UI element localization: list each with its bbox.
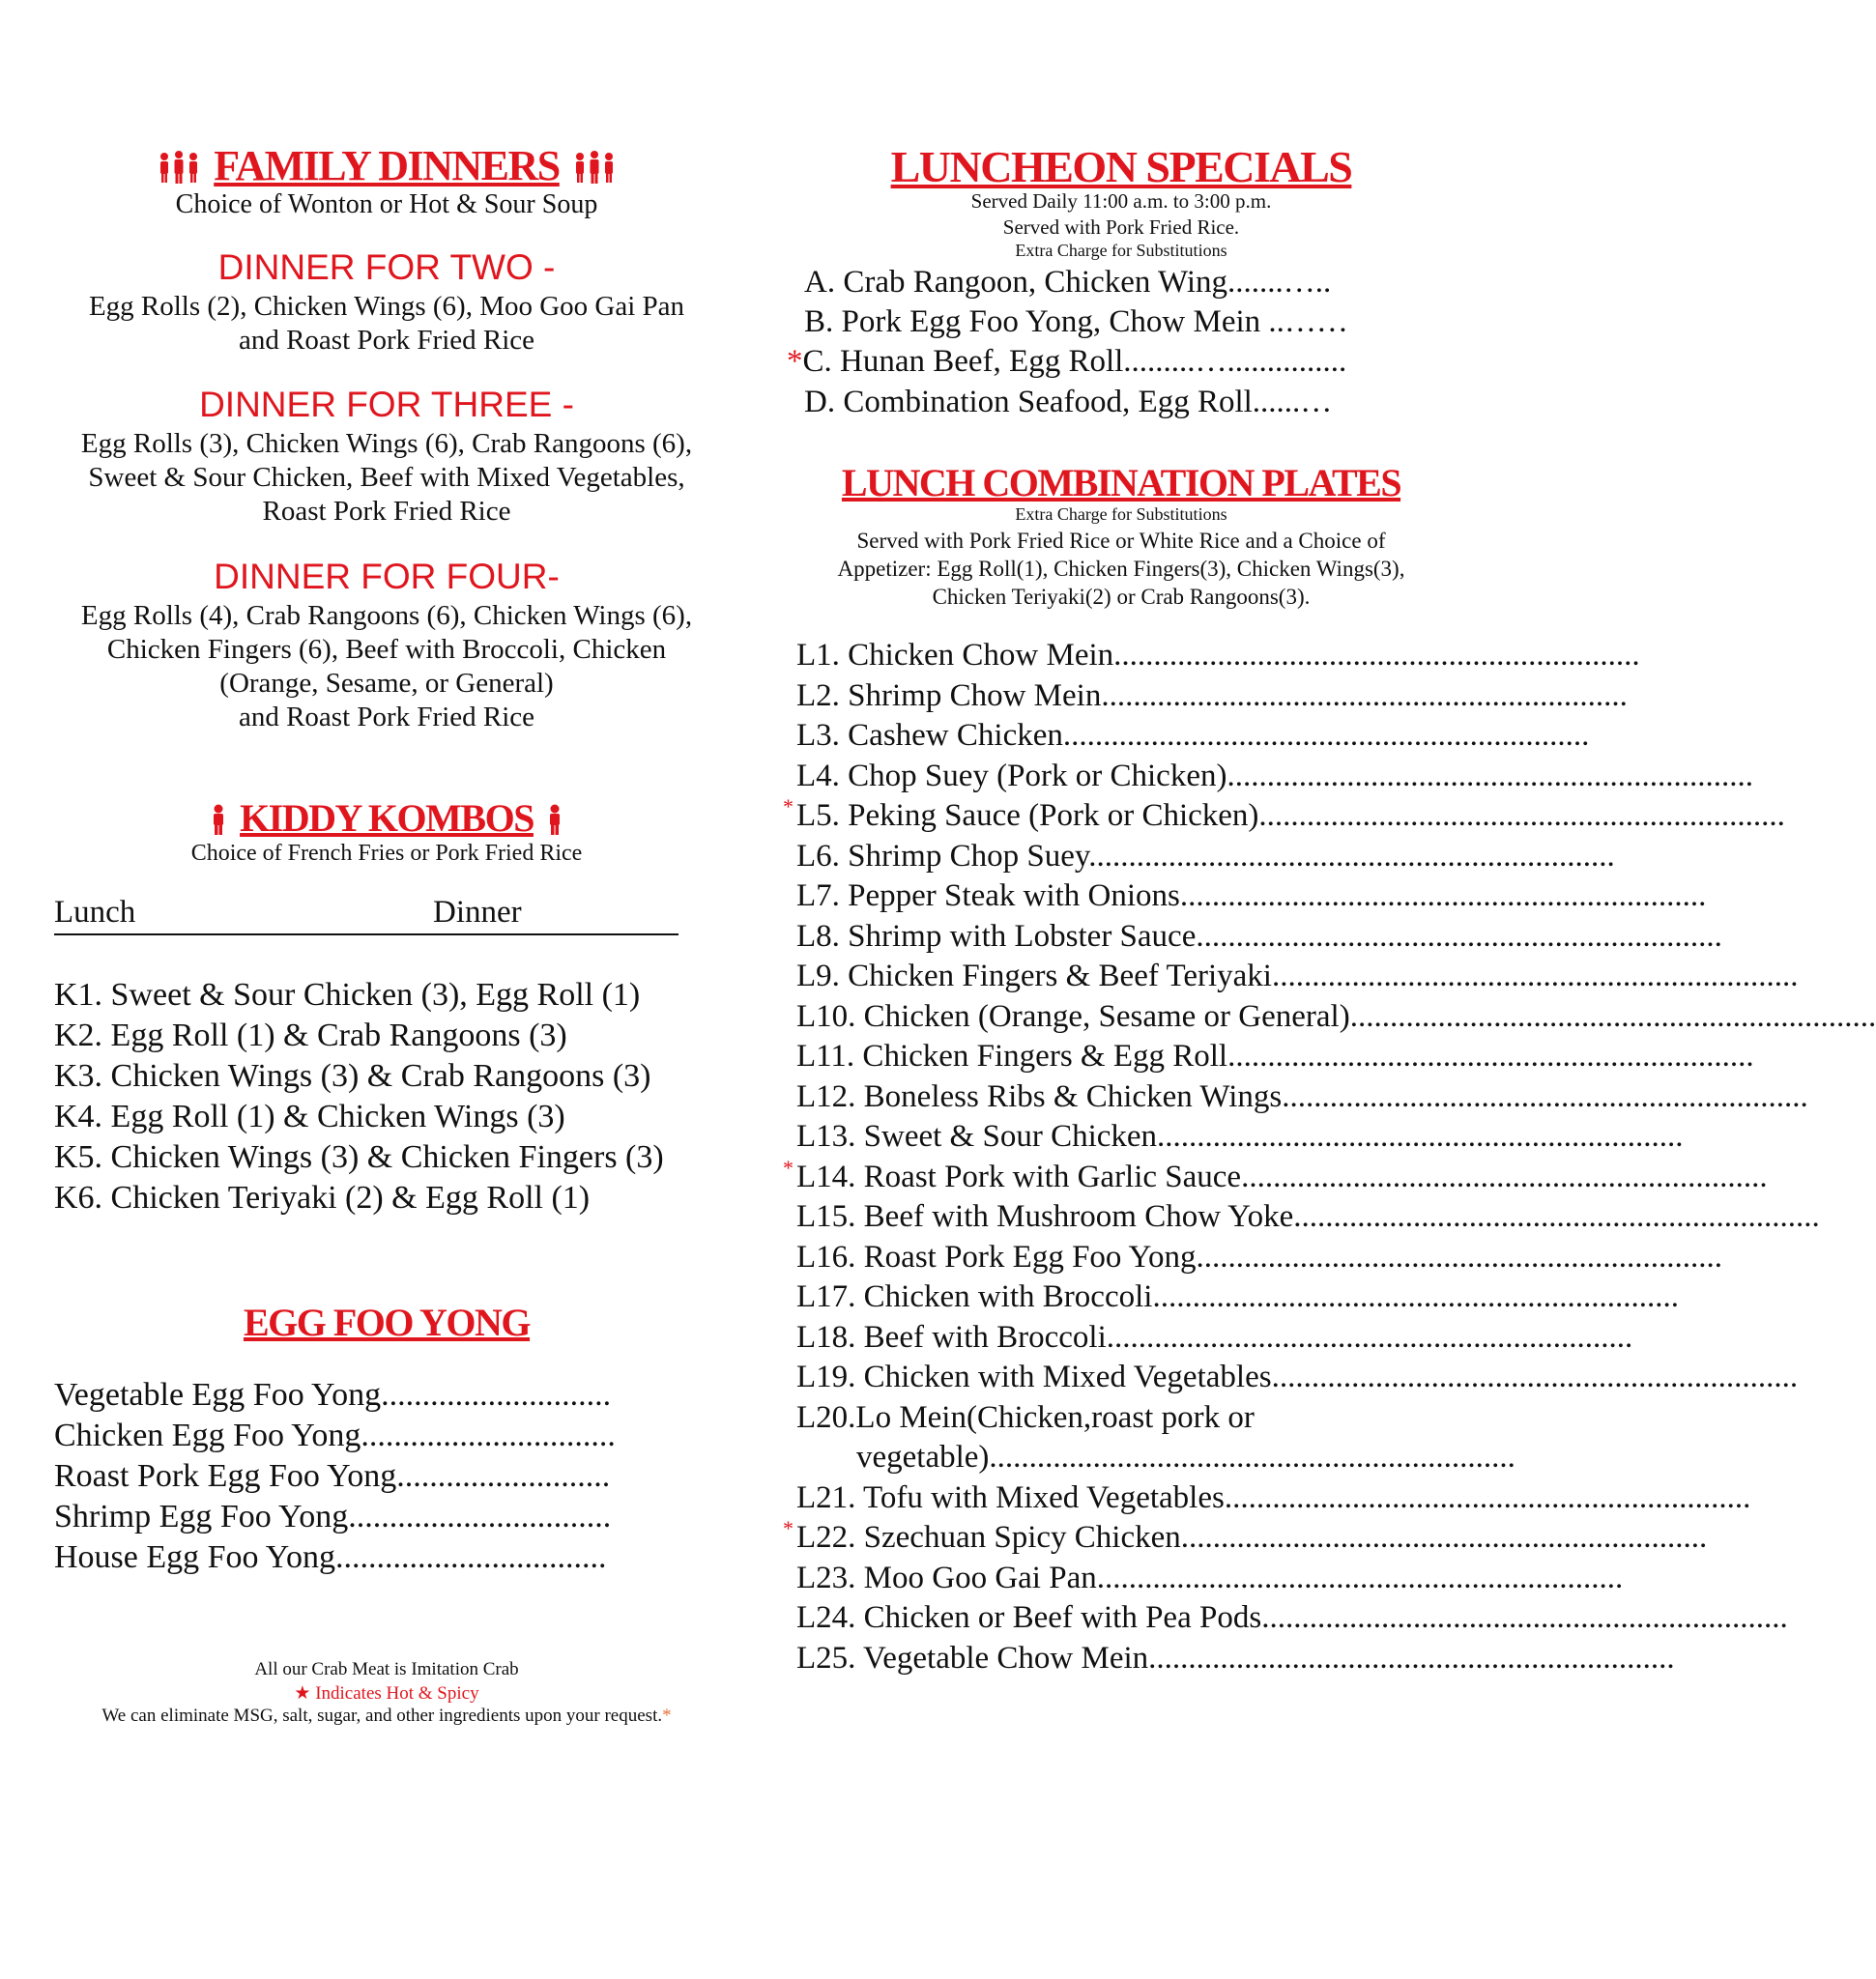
lunch-item <box>796 1479 1751 1516</box>
lunch-item-text: L20.Lo Mein(Chicken,roast pork or <box>796 1399 1255 1435</box>
kiddy-kombos-subtitle: Choice of French Fries or Pork Fried Rice <box>190 841 583 866</box>
luncheon-specials-title: LUNCHEON SPECIALS <box>890 142 1352 191</box>
lunch-item <box>796 677 1628 714</box>
lunch-item <box>796 959 1799 994</box>
lunch-item <box>796 1199 1820 1235</box>
leader-dots: .................................................................. <box>1258 798 1785 833</box>
hot-star-icon: * <box>783 1516 794 1540</box>
lunch-item-text: L23. Moo Goo Gai Pan <box>796 1560 1097 1595</box>
lunch-item-text: L7. Pepper Steak with Onions <box>796 878 1180 913</box>
family-icon <box>573 145 616 194</box>
lunch-item-text: L17. Chicken with Broccoli <box>796 1279 1153 1314</box>
lunch-item <box>796 1360 1799 1395</box>
hot-marker: * <box>787 344 803 379</box>
dinner-for-four-line: Chicken Fingers (6), Beef with Broccoli, Chicken <box>106 634 667 665</box>
lunch-item <box>796 1400 1372 1436</box>
lunch-item <box>856 1440 1515 1476</box>
lunch-item-text: L25. Vegetable Chow Mein <box>796 1640 1149 1676</box>
dinner-for-three-line: Sweet & Sour Chicken, Beef with Mixed Vegetables, <box>88 462 685 493</box>
leader-dots: .................................................................. <box>1227 1039 1754 1074</box>
leader-dots: .................................................................. <box>1282 1078 1808 1114</box>
lunch-item <box>796 1640 1675 1677</box>
luncheon-item <box>804 385 1332 420</box>
item-name: Vegetable Egg Foo Yong <box>54 1377 382 1413</box>
item-text: C. Hunan Beef, Egg Roll.........…............... <box>802 344 1347 379</box>
leader-dots: .................................................................. <box>1062 718 1590 753</box>
lunch-item <box>796 758 1753 794</box>
hot-star-icon: * <box>783 794 794 818</box>
kiddy-item: K2. Egg Roll (1) & Crab Rangoons (3) <box>54 1018 567 1053</box>
footer-msg-text: We can eliminate MSG, salt, sugar, and other ingredients upon your request. <box>101 1706 663 1726</box>
dinner-for-three-line: Egg Rolls (3), Chicken Wings (6), Crab Rangoons (6), <box>80 428 693 459</box>
egg-foo-yong-item <box>54 1499 611 1535</box>
lunch-item <box>796 1319 1633 1356</box>
luncheon-note: Served Daily 11:00 a.m. to 3:00 p.m. <box>970 189 1272 213</box>
lunch-item <box>796 878 1707 914</box>
lunch-item <box>796 1239 1722 1276</box>
luncheon-item <box>804 265 1331 301</box>
lunch-item-text: L22. Szechuan Spicy Chicken <box>796 1520 1181 1555</box>
dinner-for-four-line: (Orange, Sesame, or General) <box>219 668 554 699</box>
lunch-item <box>796 1159 1768 1195</box>
leader-dots: .................................................................. <box>1349 998 1876 1034</box>
dinner-for-two-title: DINNER FOR TWO - <box>217 247 556 287</box>
lunch-combo-note: Extra Charge for Substitutions <box>1015 504 1227 524</box>
star-icon: ★ <box>294 1683 311 1704</box>
lunch-item-text: L12. Boneless Ribs & Chicken Wings <box>796 1078 1283 1114</box>
luncheon-note: Served with Pork Fried Rice. <box>1002 215 1240 239</box>
lunch-item <box>796 1078 1808 1115</box>
lunch-item <box>796 1560 1624 1596</box>
family-dinners-title: FAMILY DINNERS <box>214 142 560 189</box>
lunch-column-label: Lunch <box>54 895 136 930</box>
lunch-item-text: L13. Sweet & Sour Chicken <box>796 1119 1158 1154</box>
item-dots: ................................ <box>348 1499 612 1534</box>
dinner-for-four-title: DINNER FOR FOUR- <box>214 557 560 596</box>
leader-dots: .................................................................. <box>1271 959 1799 993</box>
item-dots: ............................... <box>361 1418 616 1453</box>
leader-dots: .................................................................. <box>989 1440 1515 1475</box>
kiddy-item: K5. Chicken Wings (3) & Chicken Fingers (3) <box>54 1139 664 1175</box>
egg-foo-yong-item <box>54 1539 606 1576</box>
leader-dots: .................................................................. <box>1106 1319 1633 1355</box>
family-dinners-heading <box>39 141 735 194</box>
kiddy-item: K1. Sweet & Sour Chicken (3), Egg Roll (1) <box>54 977 641 1013</box>
lunch-item <box>796 1520 1708 1556</box>
luncheon-item <box>787 344 1346 380</box>
lunch-item-text: L6. Shrimp Chop Suey <box>796 838 1089 874</box>
item-dots: .......................... <box>396 1458 611 1494</box>
footer-hot-spicy <box>39 1682 735 1705</box>
lunch-combo-note: Chicken Teriyaki(2) or Crab Rangoons(3). <box>932 585 1311 609</box>
lunch-item-text: vegetable) <box>856 1440 990 1475</box>
lunch-item-text: L19. Chicken with Mixed Vegetables <box>796 1360 1272 1394</box>
leader-dots: .................................................................. <box>1157 1119 1684 1154</box>
leader-dots: .................................................................. <box>1113 638 1640 673</box>
family-dinners-subtitle: Choice of Wonton or Hot & Sour Soup <box>175 189 598 219</box>
leader-dots: .................................................................. <box>1180 1520 1708 1555</box>
lunch-combination-title: LUNCH COMBINATION PLATES <box>841 461 1401 504</box>
leader-dots: .................................................................. <box>1088 838 1615 874</box>
egg-foo-yong-item <box>54 1458 610 1495</box>
leader-dots: .................................................................. <box>1271 1360 1799 1394</box>
footer-hot-spicy-text: Indicates Hot & Spicy <box>315 1683 479 1704</box>
leader-dots: .................................................................. <box>1148 1640 1675 1676</box>
child-icon <box>211 799 226 845</box>
lunch-item <box>796 1039 1754 1075</box>
item-name: House Egg Foo Yong <box>54 1539 335 1575</box>
dinner-for-three-title: DINNER FOR THREE - <box>199 385 574 424</box>
hot-star-icon: * <box>783 1155 794 1180</box>
egg-foo-yong-title: EGG FOO YONG <box>243 1301 531 1344</box>
lunch-item <box>796 838 1615 875</box>
kiddy-column-header <box>54 895 678 935</box>
lunch-item-text: L24. Chicken or Beef with Pea Pods <box>796 1600 1262 1635</box>
leader-dots: .................................................................. <box>1196 918 1722 954</box>
item-text: B. Pork Egg Foo Yong, Chow Mein ..…… <box>804 304 1348 339</box>
item-name: Shrimp Egg Foo Yong <box>54 1499 349 1534</box>
lunch-item <box>796 918 1722 955</box>
lunch-item-text: L15. Beef with Mushroom Chow Yoke <box>796 1199 1294 1234</box>
leader-dots: .................................................................. <box>1293 1199 1820 1234</box>
dinner-for-four-line: and Roast Pork Fried Rice <box>238 702 535 732</box>
child-icon <box>547 799 563 845</box>
lunch-combo-note: Served with Pork Fried Rice or White Rice and a Choice of <box>856 529 1386 553</box>
leader-dots: .................................................................. <box>1227 758 1753 793</box>
lunch-item-text: L21. Tofu with Mixed Vegetables <box>796 1479 1225 1515</box>
lunch-item-text: L2. Shrimp Chow Mein <box>796 677 1102 713</box>
lunch-item <box>796 798 1785 834</box>
leader-dots: .................................................................. <box>1196 1239 1722 1275</box>
lunch-item-text: L1. Chicken Chow Mein <box>796 638 1114 673</box>
leader-dots: .................................................................. <box>1101 677 1628 713</box>
dinner-for-two-line: and Roast Pork Fried Rice <box>238 325 535 356</box>
lunch-item <box>796 1600 1788 1636</box>
lunch-item-text: L10. Chicken (Orange, Sesame or General) <box>796 998 1350 1034</box>
dinner-for-three-line: Roast Pork Fried Rice <box>262 496 511 527</box>
family-icon <box>158 145 200 194</box>
lunch-combo-note: Appetizer: Egg Roll(1), Chicken Fingers(3), Chicken Wings(3), <box>837 557 1405 581</box>
footer-msg-note <box>39 1706 735 1727</box>
item-name: Roast Pork Egg Foo Yong <box>54 1458 397 1494</box>
kiddy-item: K4. Egg Roll (1) & Chicken Wings (3) <box>54 1099 565 1134</box>
leader-dots: .................................................................. <box>1241 1159 1768 1194</box>
leader-dots: .................................................................. <box>1152 1279 1679 1314</box>
egg-foo-yong-item <box>54 1377 611 1414</box>
lunch-item-text: L14. Roast Pork with Garlic Sauce <box>796 1159 1242 1194</box>
kiddy-item: K6. Chicken Teriyaki (2) & Egg Roll (1) <box>54 1180 591 1216</box>
lunch-item-text: L5. Peking Sauce (Pork or Chicken) <box>796 798 1259 833</box>
lunch-item <box>796 718 1590 754</box>
kiddy-kombos-title: KIDDY KOMBOS <box>240 796 534 840</box>
leader-dots: .................................................................. <box>1179 878 1707 913</box>
kiddy-kombos-heading <box>39 795 735 845</box>
lunch-item-text: L16. Roast Pork Egg Foo Yong <box>796 1239 1197 1275</box>
dinner-for-two-line: Egg Rolls (2), Chicken Wings (6), Moo Goo Gai Pan <box>88 291 685 322</box>
kiddy-item: K3. Chicken Wings (3) & Crab Rangoons (3) <box>54 1058 651 1094</box>
item-text: A. Crab Rangoon, Chicken Wing.......….. <box>804 265 1332 300</box>
luncheon-note: Extra Charge for Substitutions <box>1015 241 1227 260</box>
lunch-item <box>796 1279 1679 1315</box>
lunch-item-text: L11. Chicken Fingers & Egg Roll <box>796 1039 1228 1074</box>
lunch-item-text: L8. Shrimp with Lobster Sauce <box>796 918 1197 954</box>
leader-dots: .................................................................. <box>1224 1479 1751 1515</box>
item-dots: ................................. <box>334 1539 607 1575</box>
item-text: D. Combination Seafood, Egg Roll......… <box>804 385 1333 419</box>
lunch-item <box>796 1119 1684 1155</box>
luncheon-item <box>804 304 1348 340</box>
footer-imitation-crab: All our Crab Meat is Imitation Crab <box>254 1659 519 1679</box>
asterisk-icon: * <box>662 1706 672 1726</box>
lunch-item-text: L3. Cashew Chicken <box>796 718 1063 753</box>
leader-dots: .................................................................. <box>1096 1560 1624 1595</box>
dinner-for-four-line: Egg Rolls (4), Crab Rangoons (6), Chicken Wings (6), <box>80 600 693 631</box>
lunch-item-text: L9. Chicken Fingers & Beef Teriyaki <box>796 959 1272 993</box>
item-name: Chicken Egg Foo Yong <box>54 1418 361 1453</box>
lunch-item-text: L18. Beef with Broccoli <box>796 1319 1107 1355</box>
lunch-item-text: L4. Chop Suey (Pork or Chicken) <box>796 758 1227 793</box>
item-dots: ............................ <box>381 1377 612 1413</box>
lunch-item <box>796 638 1640 674</box>
egg-foo-yong-item <box>54 1418 616 1454</box>
lunch-item <box>796 998 1876 1035</box>
dinner-column-label: Dinner <box>433 895 522 930</box>
leader-dots: .................................................................. <box>1261 1600 1788 1635</box>
